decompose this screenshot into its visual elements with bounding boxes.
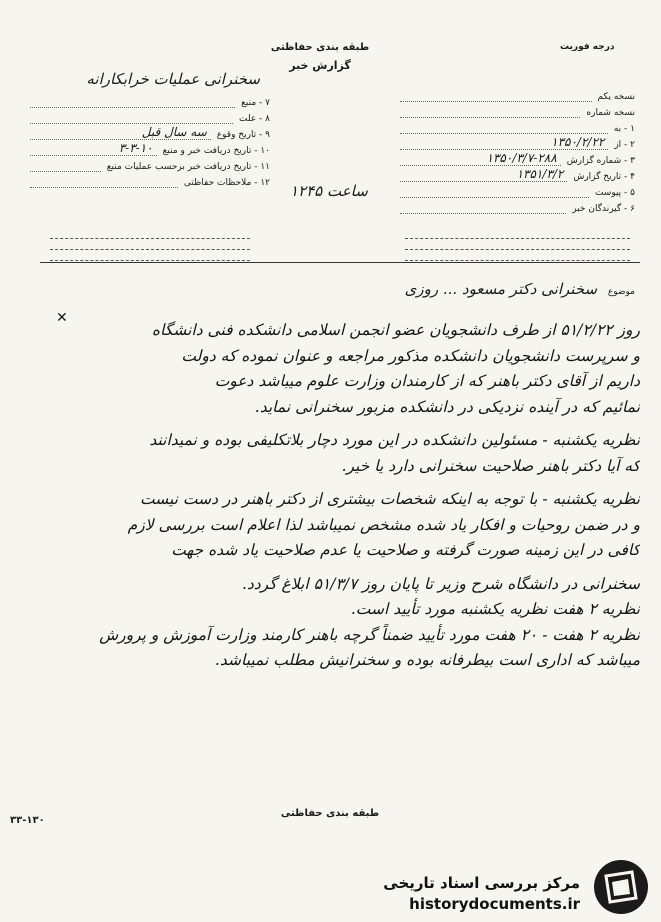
- body-line: روز ۵۱/۲/۲۲ از طرف دانشجویان عضو انجمن اسلامی دانشکده فنی دانشگاه: [151, 321, 640, 339]
- body-line: که آیا دکتر باهنر صلاحیت سخنرانی دارد یا خیر.: [341, 456, 640, 475]
- header-divider: [40, 262, 640, 263]
- left-fields: [30, 92, 270, 188]
- watermark-title: مرکز بررسی اسناد تاریخی: [383, 874, 580, 892]
- field-row: ۱۰ - تاریخ دریافت خبر و منبع ۳-۳-۱۰: [30, 140, 270, 156]
- body-line: کافی در این زمینه صورت گرفته و صلاحیت یا عدم صلاحیت یاد شده جهت: [171, 541, 640, 559]
- field-row: ۷ - منبع: [30, 92, 270, 108]
- body-line: و در ضمن روحیات و افکار یاد شده مشخص نمیباشد لذا اعلام است بررسی لازم: [127, 515, 640, 534]
- subject-text: سخنرانی دکتر مسعود ... روزی: [404, 280, 598, 298]
- field-row: ۶ - گیرندگان خبر: [400, 198, 635, 214]
- subject-label: موضوع: [607, 287, 635, 297]
- body-line: نظریه یکشنبه - با توجه به اینکه شخصات بیشتری از دکتر باهنر در دست نیست: [139, 490, 640, 508]
- time-annotation: ساعت ۱۲۴۵: [290, 182, 368, 200]
- body-line: نظریه ۲ هفت - ۲۰ هفت مورد تأیید ضمناً گرچه باهنر کارمند وزارت آموزش و پرورش: [99, 625, 640, 644]
- body-line: نظریه یکشنبه - مسئولین دانشکده در این مورد دچار بلاتکلیفی بوده و نمیدانند: [149, 431, 640, 449]
- archive-logo-icon: [592, 858, 650, 916]
- classification-label: طبقه بندی حفاظتی: [270, 42, 370, 53]
- body-line: نمائیم که در آینده نزدیکی در دانشکده مزبور سخنرانی نماید.: [254, 397, 640, 416]
- priority-label: درجه فوریت: [560, 42, 615, 52]
- body-line: میباشد که اداری است بیطرفانه بوده و سخنرانیش مطلب نمیباشد.: [214, 651, 640, 669]
- body-line: داریم از آقای دکتر باهنر که از کارمندان وزارت علوم میباشد دعوت: [214, 372, 640, 390]
- footer-classification: طبقه بندی حفاظتی: [280, 808, 380, 819]
- handwritten-body: [30, 318, 640, 674]
- right-dashed-lines: [405, 228, 630, 261]
- field-row: ۱۱ - تاریخ دریافت خبر برحسب عملیات منبع: [30, 156, 270, 172]
- body-line: سخنرانی در دانشگاه شرح وزیر تا پایان روز ۵۱/۳/۷ ابلاغ گردد.: [241, 574, 640, 593]
- field-row: ۱ - به: [400, 118, 635, 134]
- subject-line: [215, 280, 635, 298]
- body-line: نظریه ۲ هفت نظریه یکشنبه مورد تأیید است.: [350, 600, 640, 618]
- right-fields: [400, 86, 635, 214]
- left-dashed-lines: [50, 228, 250, 261]
- report-type-label: گزارش خبر: [289, 59, 351, 72]
- field-row: ۳ - شماره گزارش ۱۳۵۰/۳/۷-۲۸۸: [400, 150, 635, 166]
- handwritten-subject-top: سخنرانی عملیات خرابکارانه: [86, 70, 260, 88]
- header-center: [260, 42, 380, 72]
- field-row: ۱۲ - ملاحظات حفاظتی: [30, 172, 270, 188]
- watermark-url: historydocuments.ir: [409, 895, 580, 913]
- field-row: نسخه یکم: [400, 86, 635, 102]
- footer-code: ۳۳-۱۳۰: [10, 815, 45, 826]
- field-row: ۸ - علت: [30, 108, 270, 124]
- field-row: نسخه شماره: [400, 102, 635, 118]
- field-row: ۴ - تاریخ گزارش ۱۳۵۱/۳/۲: [400, 166, 635, 182]
- body-line: و سرپرست دانشجویان دانشکده مذکور مراجعه و عنوان نموده که دولت: [181, 346, 640, 365]
- field-row: ۹ - تاریخ وقوع سه سال قبل: [30, 124, 270, 140]
- field-row: ۵ - پیوست: [400, 182, 635, 198]
- field-row: ۲ - از ۱۳۵۰/۲/۲۲: [400, 134, 635, 150]
- cross-mark: ✕: [56, 310, 68, 326]
